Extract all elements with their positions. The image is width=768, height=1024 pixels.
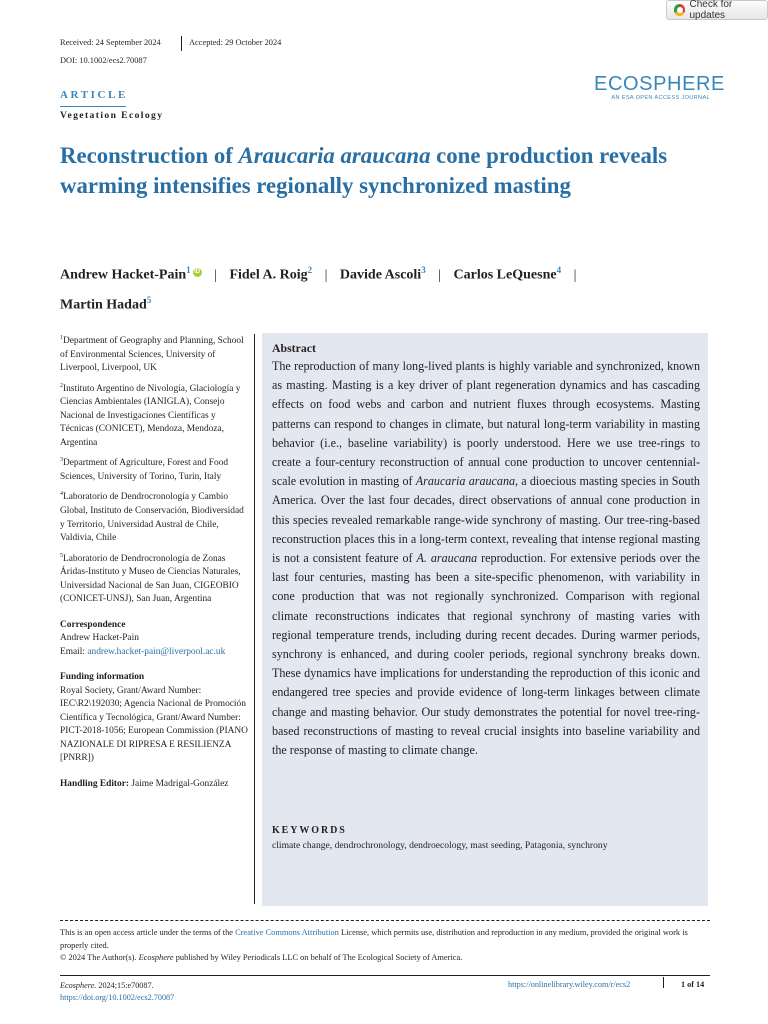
article-title (60, 141, 710, 201)
author-affiliation-ref[interactable]: 3 (421, 265, 426, 275)
author-affiliation-ref[interactable]: 4 (556, 265, 562, 275)
copyright-post: published by Wiley Periodicals LLC on behalf of The Ecological Society of America. (173, 953, 463, 963)
author-name[interactable]: Carlos LeQuesne (453, 267, 557, 283)
author-name[interactable]: Fidel A. Roig (229, 267, 308, 283)
affiliation (60, 380, 250, 451)
affiliation-text: Department of Geography and Planning, School of Environmental Sciences, University of Liverpool, Liverpool, UK (60, 336, 244, 374)
license-pre: This is an open access article under the terms of the (60, 928, 236, 937)
check-for-updates-label: Check for updates (689, 0, 733, 21)
affiliation-number: 5 (60, 552, 63, 559)
email-label: Email: (60, 646, 88, 657)
keywords-heading: KEYWORDS (272, 825, 347, 836)
footer-divider (60, 975, 710, 976)
keywords-text: climate change, dendrochronology, dendroecology, mast seeding, Patagonia, synchrony (272, 840, 608, 851)
left-column (60, 332, 250, 791)
correspondence-heading: Correspondence (60, 619, 126, 630)
abstract-segment: reproduction. For extensive periods over the last four centuries, masting has been a site-specific phenomenon, with variability in cone production that was not regionally synchronized. Comparison with regional climate reconstructions indicates that regional synchrony of masting varies with regional temperature trends, including during recent decades. During warmer periods, synchrony is enhanced, and during cooler periods, regional synchrony breaks down. These dynamics have implications for understanding the reproduction of this iconic and endangered tree species and provide evidence of long-term linkages between climate change and masting behavior. Our study demonstrates the potential for novel tree-ring-based reconstructions of masting to reveal crucial insights into baseline variability and the response of masting to climate change. (272, 551, 700, 758)
journal-url-link[interactable]: https://onlinelibrary.wiley.com/r/ecs2 (508, 980, 631, 989)
affiliation-text: Instituto Argentino de Nivología, Glaciología y Ciencias Ambientales (IANIGLA), Consejo Nacional de Investigaciones Científicas y Técnicas (CONICET), Mendoza, Mendoza, Argentina (60, 383, 241, 448)
affiliation (60, 550, 250, 607)
abstract-text (272, 357, 700, 760)
funding-heading: Funding information (60, 672, 145, 683)
author-list (60, 258, 720, 317)
cc-license-link[interactable]: Creative Commons Attribution (235, 928, 339, 937)
abstract-species: Araucaria araucana (415, 474, 516, 489)
author-name[interactable]: Martin Hadad (60, 297, 147, 313)
article-label-rule (60, 106, 126, 107)
license-divider (60, 920, 710, 921)
affiliation-text: Department of Agriculture, Forest and Food Sciences, University of Torino, Turin, Italy (60, 458, 229, 482)
footer-separator (663, 977, 664, 988)
doi: DOI: 10.1002/ecs2.70087 (60, 56, 147, 65)
author-name[interactable]: Davide Ascoli (339, 267, 422, 283)
author-separator: | (573, 267, 577, 283)
journal-tagline: AN ESA OPEN ACCESS JOURNAL (611, 95, 710, 101)
handling-editor-label: Handling Editor: (60, 778, 132, 789)
check-for-updates-button[interactable] (666, 0, 768, 20)
author-affiliation-ref[interactable]: 1 (186, 265, 191, 275)
title-text-2: cone production reveals warming intensifies regionally synchronized masting (60, 143, 668, 198)
journal-logo (594, 73, 725, 102)
author-separator: | (438, 267, 442, 283)
orcid-icon[interactable]: iD (194, 268, 201, 275)
license-post: License, which permits use, distribution and reproduction in any medium, provided the original work is properly cited. (60, 928, 688, 950)
funding-text: Royal Society, Grant/Award Number: IEC\R2\192030; Agencia Nacional de Promoción Científica y Tecnológica, Grant/Award Number: PICT-2018-1056; European Commission (PIANO NAZIONALE DI RIPRESA E RESILIENZA [PNRR]) (60, 685, 248, 764)
column-divider (254, 334, 255, 904)
affiliation (60, 488, 250, 545)
footer-citation-text: 2024;15:e70087. (96, 981, 154, 990)
page-number: 1 of 14 (681, 980, 705, 989)
abstract-heading: Abstract (272, 341, 316, 355)
affiliation (60, 454, 250, 484)
header-divider (181, 36, 182, 51)
author-affiliation-ref[interactable]: 2 (307, 265, 313, 275)
author-separator: | (214, 267, 217, 283)
affiliation-text: Laboratorio de Dendrocronología y Cambio Global, Instituto de Conservación, Biodiversidad y Territorio, Universidad Austral de Chile, Valdivia, Chile (60, 492, 244, 543)
copyright-journal: Ecosphere (138, 953, 174, 963)
footer-citation (60, 980, 174, 1004)
affiliation-number: 1 (60, 335, 63, 341)
subject-category: Vegetation Ecology (60, 110, 164, 121)
correspondence-name: Andrew Hacket-Pain (60, 633, 139, 644)
abstract-species: A. araucana (416, 551, 478, 566)
abstract-segment: The reproduction of many long-lived plants is highly variable and synchronized, known as masting. Masting is a key driver of plant regeneration dynamics and has cascading effects on food webs and carbon and nutrient fluxes through ecosystems. Masting patterns can respond to changes in climate, but natural long-term variability in masting behavior (i.e., baseline variability) is poorly understood. Here we use tree-rings to create a four-century reconstruction of annual cone production to uncover centennial-scale evolution in masting of (272, 359, 700, 489)
accepted-date: Accepted: 29 October 2024 (189, 38, 282, 47)
journal-name: ECOSPHERE (594, 73, 725, 95)
handling-editor-name: Jaime Madrigal-González (131, 778, 229, 789)
handling-editor (60, 778, 250, 792)
affiliation-number: 4 (60, 491, 63, 498)
affiliation-number: 3 (60, 457, 63, 464)
license-text (60, 927, 710, 965)
footer-journal: Ecosphere. (60, 981, 97, 990)
title-text-1: Reconstruction of (60, 143, 239, 168)
crossmark-icon (674, 4, 685, 16)
affiliation-text: Laboratorio de Dendrocronología de Zonas Áridas-Instituto y Museo de Ciencias Naturales, Universidad Nacional de San Juan, CIGEOBIO (CONICET-UNSJ), San Juan, Argentina (60, 553, 241, 605)
copyright-pre: © 2024 The Author(s). (60, 953, 139, 963)
footer-doi-link[interactable]: https://doi.org/10.1002/ecs2.70087 (60, 993, 175, 1002)
affiliation (60, 332, 250, 376)
affiliation-number: 2 (60, 382, 63, 389)
abstract-segment: , a dioecious masting species in South America. Over the last four decades, direct observations of annual cone production in this species revealed remarkable range-wide synchrony of masting. Our tree-ring-based reconstruction places this in a long-term context, revealing that intense regional masting is not a consistent feature of (272, 474, 700, 566)
author-separator: | (324, 267, 328, 283)
received-date: Received: 24 September 2024 (60, 38, 161, 47)
author-affiliation-ref[interactable]: 5 (146, 294, 152, 305)
correspondence-email-line (60, 646, 250, 660)
email-link[interactable]: andrew.hacket-pain@liverpool.ac.uk (87, 646, 226, 657)
author-name[interactable]: Andrew Hacket-Pain (60, 267, 187, 283)
article-type-label: ARTICLE (60, 89, 128, 101)
title-species: Araucaria araucana (238, 143, 431, 168)
